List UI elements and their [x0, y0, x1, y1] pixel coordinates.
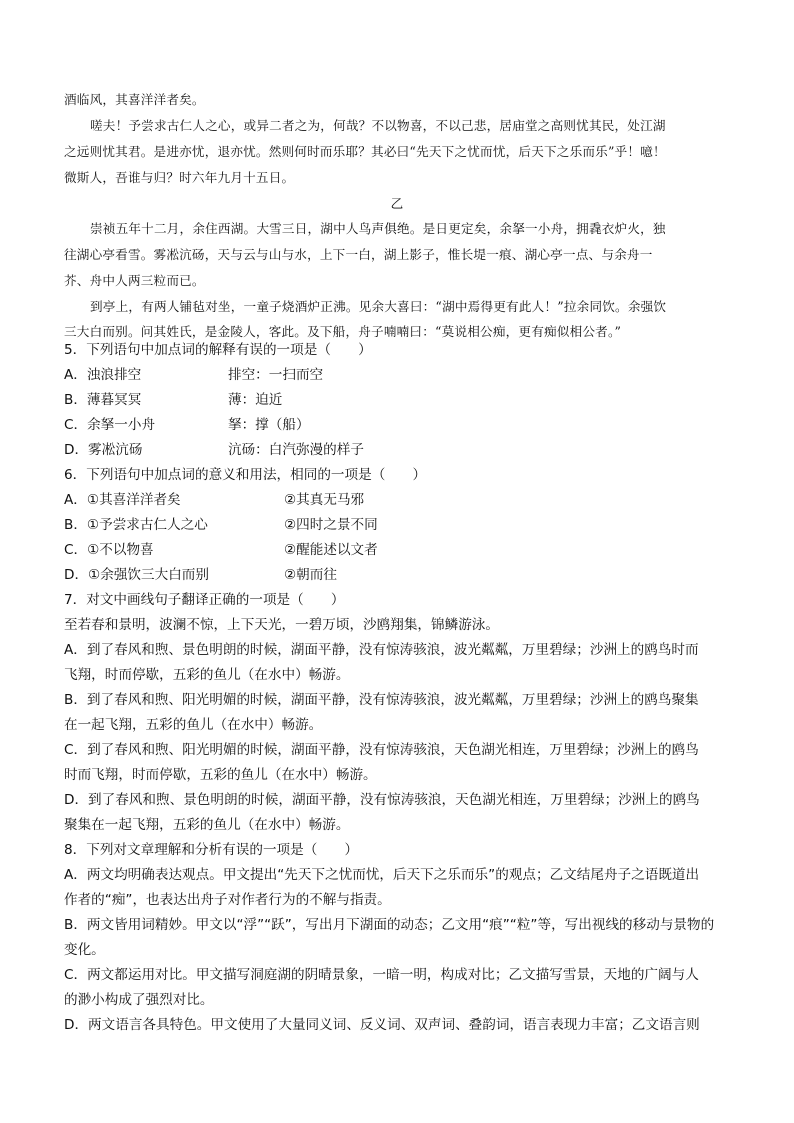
q8-option-c-line-2: 的渺小构成了强烈对比。	[64, 992, 214, 1008]
q5-option-c-gloss: 拏：撑（船）	[228, 417, 310, 433]
q5-option-b-gloss: 薄：迫近	[228, 392, 283, 408]
q8-option-a-line-1: A．两文均明确表达观点。甲文提出“先天下之忧而忧，后天下之乐而乐”的观点；乙文结尾舟子之语既道出	[64, 867, 700, 883]
q5-option-a-gloss: 排空：一扫而空	[228, 367, 324, 383]
passage-yi-line-5: 三大白而别。问其姓氏，是金陵人，客此。及下船，舟子喃喃曰：“莫说相公痴，更有痴似相公者。”	[64, 324, 622, 339]
passage-yi-line-3: 芥、舟中人两三粒而已。	[64, 273, 205, 288]
passage-yi-line-2: 往湖心亭看雪。雾凇沆砀，天与云与山与水，上下一白，湖上影子，惟长堤一痕、湖心亭一点、与余舟一	[64, 247, 653, 262]
q7-stem: 7．对文中画线句子翻译正确的一项是（ ）	[64, 592, 345, 608]
q8-option-b-line-2: 变化。	[64, 942, 105, 958]
q5-option-b-text: B．薄暮冥冥	[64, 392, 142, 408]
q6-option-a-second: ②其真无马邪	[284, 492, 365, 508]
q6-option-a-first: A．①其喜洋洋者矣	[64, 492, 181, 508]
q6-option-c-first: C．①不以物喜	[64, 542, 154, 558]
q7-option-b-line-2: 在一起飞翔，五彩的鱼儿（在水中）畅游。	[64, 717, 323, 733]
q6-option-d-first: D．①余强饮三大白而别	[64, 567, 209, 583]
passage-yi-line-1: 崇祯五年十二月，余住西湖。大雪三日，湖中人鸟声俱绝。是日更定矣，余拏一小舟，拥毳衣炉火，独	[90, 221, 666, 236]
q6-option-d-second: ②朝而往	[284, 567, 337, 583]
passage-yi-line-4: 到亭上，有两人铺毡对坐，一童子烧酒炉正沸。见余大喜曰：“湖中焉得更有此人！”拉余同饮。余强饮	[90, 299, 667, 314]
q7-option-a-line-1: A．到了春风和煦、景色明朗的时候，湖面平静，没有惊涛骇浪，波光粼粼，万里碧绿；沙洲上的鸥鸟时而	[64, 642, 699, 658]
q7-quoted-sentence: 至若春和景明，波澜不惊，上下天光，一碧万顷，沙鸥翔集，锦鳞游泳。	[64, 617, 499, 633]
q8-option-c-line-1: C．两文都运用对比。甲文描写洞庭湖的阴晴景象，一暗一明，构成对比；乙文描写雪景，天地的广阔与人	[64, 967, 699, 983]
q7-option-a-line-2: 飞翔，时而停歇，五彩的鱼儿（在水中）畅游。	[64, 667, 350, 683]
q8-stem: 8．下列对文章理解和分析有误的一项是（ ）	[64, 842, 359, 858]
q7-option-b-line-1: B．到了春风和煦、阳光明媚的时候，湖面平静，没有惊涛骇浪，波光粼粼，万里碧绿；沙洲上的鸥鸟聚集	[64, 692, 699, 708]
q6-option-b-second: ②四时之景不同	[284, 517, 378, 533]
q8-option-b-line-1: B．两文皆用词精妙。甲文以“浮”“跃”，写出月下湖面的动态；乙文用“痕”“粒”等，写出视线的移动与景物的	[64, 917, 715, 933]
q7-option-c-line-2: 时而飞翔，时而停歇，五彩的鱼儿（在水中）畅游。	[64, 767, 377, 783]
passage-jia-line-3: 之远则忧其君。是进亦忧，退亦忧。然则何时而乐耶？其必曰“先天下之忧而忧，后天下之乐而乐”乎！噫！	[64, 144, 666, 159]
q5-option-a-text: A．浊浪排空	[64, 367, 142, 383]
q5-stem: 5．下列语句中加点词的解释有误的一项是（ ）	[64, 342, 372, 358]
q8-option-a-line-2: 作者的“痴”，也表达出舟子对作者行为的不解与指责。	[64, 892, 391, 908]
q6-option-c-second: ②醒能述以文者	[284, 542, 378, 558]
q6-option-b-first: B．①予尝求古仁人之心	[64, 517, 208, 533]
q8-option-d-line-1: D．两文语言各具特色。甲文使用了大量同义词、反义词、双声词、叠韵词，语言表现力丰富；乙文语言则	[64, 1017, 700, 1033]
q5-option-d-gloss: 沆砀：白汽弥漫的样子	[228, 442, 364, 458]
passage-jia-line-1: 酒临风，其喜洋洋者矣。	[64, 92, 205, 107]
q5-option-d-text: D．雾凇沆砀	[64, 442, 143, 458]
passage-jia-line-4: 微斯人，吾谁与归？时六年九月十五日。	[64, 170, 295, 185]
q6-stem: 6．下列语句中加点词的意义和用法，相同的一项是（ ）	[64, 467, 427, 483]
q7-option-d-line-1: D．到了春风和煦、景色明朗的时候，湖面平静，没有惊涛骇浪，天色湖光相连，万里碧绿；沙洲上的鸥鸟	[64, 792, 700, 808]
q7-option-c-line-1: C．到了春风和煦、阳光明媚的时候，湖面平静，没有惊涛骇浪，天色湖光相连，万里碧绿；沙洲上的鸥鸟	[64, 742, 699, 758]
passage-jia-line-2: 嗟夫！予尝求古仁人之心，或异二者之为，何哉？不以物喜，不以己悲，居庙堂之高则忧其民，处江湖	[90, 118, 666, 133]
q5-option-c-text: C．余拏一小舟	[64, 417, 156, 433]
q7-option-d-line-2: 聚集在一起飞翔，五彩的鱼儿（在水中）畅游。	[64, 817, 350, 833]
passage-yi-title: 乙	[390, 196, 404, 211]
